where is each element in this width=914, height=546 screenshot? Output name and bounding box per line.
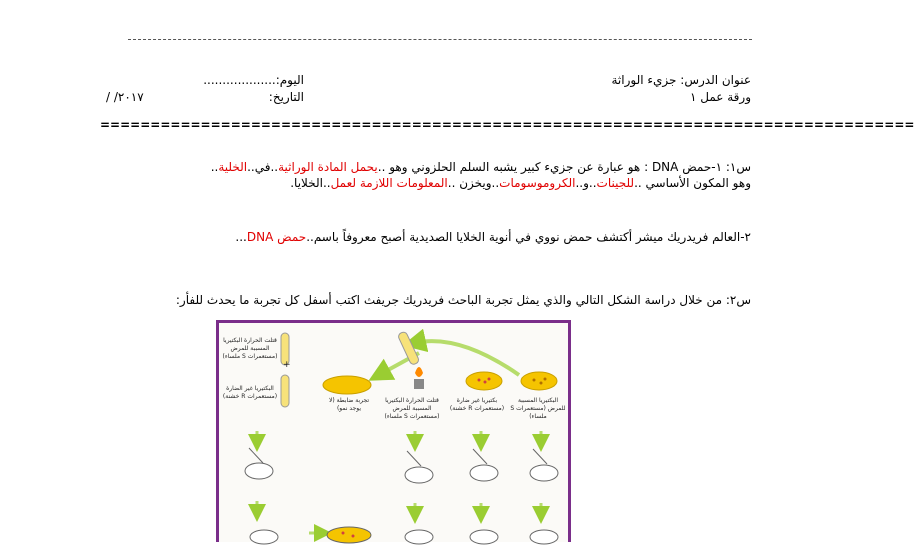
lesson-title: عنوان الدرس: جزيء الوراثة bbox=[611, 73, 751, 87]
day-field: اليوم:................... bbox=[203, 73, 304, 87]
s-colonies-dish bbox=[521, 372, 557, 390]
q1-line2 bbox=[290, 176, 751, 190]
q1-text: ..في.. bbox=[247, 160, 279, 174]
label-killed-s: قتلت الحرارة البكتيريا المسببة للمرض (مستعمرات S ملساء) bbox=[222, 337, 278, 360]
top-dashed-rule bbox=[128, 39, 752, 40]
q1-text: ..ويخزن .. bbox=[447, 176, 500, 190]
answer-dna: حمض DNA bbox=[246, 230, 307, 244]
q2-prompt: س٢: من خلال دراسة الشكل التالي والذي يمثل تجربة الباحث فريدريك جريفث اكتب أسفل كل تجربة ما يحدث للفأر: bbox=[175, 293, 751, 307]
answer-genes: للجينات bbox=[596, 176, 635, 190]
control-dish bbox=[323, 376, 371, 394]
plus-sign: + bbox=[283, 360, 291, 370]
bunsen-flame bbox=[414, 367, 424, 389]
mice-injection-row bbox=[245, 448, 558, 483]
worksheet-label: ورقة عمل ١ bbox=[689, 90, 751, 104]
result-row bbox=[250, 527, 558, 544]
answer-cell: الخلية bbox=[218, 160, 248, 174]
down-arrows-row1 bbox=[257, 431, 541, 443]
q1-text: ٢-العالم فريدريك ميشر أكتشف حمض نووي في أنوية الخلايا الصديدية أصبح معروفاً باسم.. bbox=[306, 230, 751, 244]
date-value: / /٢٠١٧ bbox=[106, 90, 144, 104]
q1-text: ... bbox=[235, 230, 247, 244]
harmless-r-tube bbox=[281, 375, 289, 407]
answer-information: المعلومات اللازمة لعمل bbox=[330, 176, 448, 190]
label-pathogenic: البكتيريا المسببة للمرض (مستعمرات S ملساء) bbox=[510, 397, 566, 420]
q1-text: ..و.. bbox=[575, 176, 597, 190]
q1-text: س١: ١-حمض DNA : هو عبارة عن جزيء كبير يشبه السلم الحلزوني وهو .. bbox=[377, 160, 751, 174]
curved-arrow bbox=[414, 341, 519, 375]
label-harmless-r: البكتيريا غير الضارة (مستعمرات R خشنة) bbox=[222, 385, 278, 400]
q1-line1 bbox=[211, 160, 751, 174]
q1-line3 bbox=[235, 230, 751, 244]
answer-genetic-material: يحمل المادة الوراثية bbox=[278, 160, 378, 174]
double-separator: ================================================================================= bbox=[100, 118, 914, 132]
date-label: التاريخ: bbox=[268, 90, 304, 104]
q1-text: .. bbox=[210, 160, 219, 174]
answer-chromosomes: الكروموسومات bbox=[499, 176, 576, 190]
label-control: تجربة ضابطة (لا يوجد نمو) bbox=[328, 397, 370, 412]
down-arrows-row2 bbox=[257, 501, 541, 533]
q1-text: ..الخلايا. bbox=[290, 176, 331, 190]
label-heat-killed: قتلت الحرارة البكتيريا المسببة للمرض (مستعمرات S ملساء) bbox=[384, 397, 440, 420]
griffith-experiment-figure bbox=[216, 320, 571, 542]
label-nonharmful: بكتيريا غير ضارة (مستعمرات R خشنة) bbox=[449, 397, 505, 412]
q1-text: وهو المكون الأساسي .. bbox=[634, 176, 751, 190]
